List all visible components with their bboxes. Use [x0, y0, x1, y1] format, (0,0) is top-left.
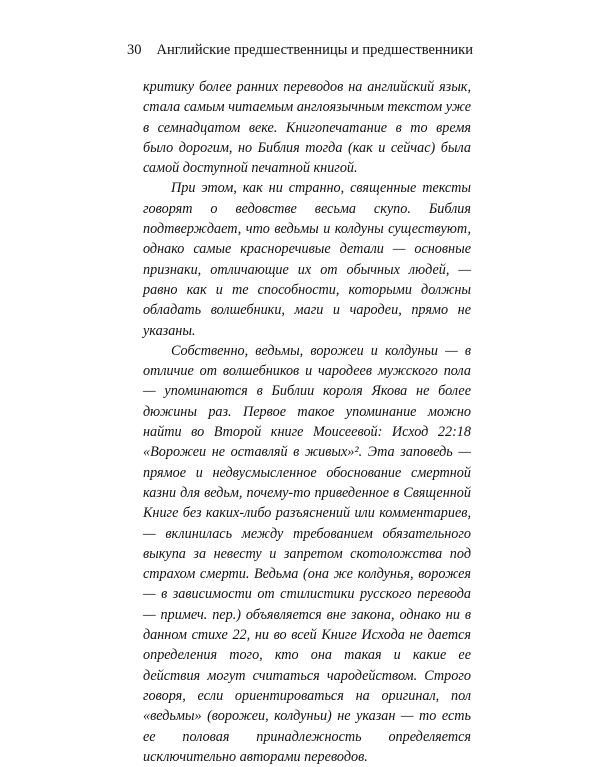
page-number: 30 [127, 42, 142, 58]
paragraph-2: При этом, как ни странно, священные тексты говорят о ведовстве весьма скупо. Библия подтверждает, что ведьмы и колдуны существуют, однако самые красноречивые детали — основные признаки, отличающие их от обычных людей, — равно как и те способности, которыми должны обладать волшебники, маги и чародеи, прямо не указаны. [143, 180, 471, 339]
chapter-title: Английские предшественницы и предшественники [156, 42, 473, 58]
paragraph-1: критику более ранних переводов на английский язык, стала самым читаемым англоязычным текстом уже в семнадцатом веке. Книгопечатание в то время было дорогим, но Библия тогда (как и сейчас) была самой доступной печатной книгой. [143, 79, 471, 177]
paragraph-3: Собственно, ведьмы, ворожеи и колдуньи — в отличие от волшебников и чародеев мужского пола — упоминаются в Библии короля Якова не более дюжины раз. Первое такое упоминание можно найти во Второй книге Моисеевой: Исход 22:18 «Ворожеи не оставляй в живых»². Эта заповедь — прямое и недвусмысленное обоснование смертной казни для ведьм, почему-то приведенное в Священной Книге без каких-либо разъяснений или комментариев, — вклинилась между требованием обязательного выкупа за невесту и запретом скотоложства под страхом смерти. Ведьма (она же колдунья, ворожея — в зависимости от стилистики русского перевода — примеч. пер.) объявляется вне закона, однако ни в данном стихе 22, ни во всей Книге Исхода не дается определения того, кто она такая и какие ее действия могут считаться чародейством. Строго говоря, если ориентироваться на оригинал, пол «ведьмы» (ворожеи, колдуньи) не указан — то есть ее половая принадлежность определяется исключительно авторами переводов. [143, 342, 471, 765]
running-head [127, 40, 473, 60]
body-text [143, 77, 471, 767]
